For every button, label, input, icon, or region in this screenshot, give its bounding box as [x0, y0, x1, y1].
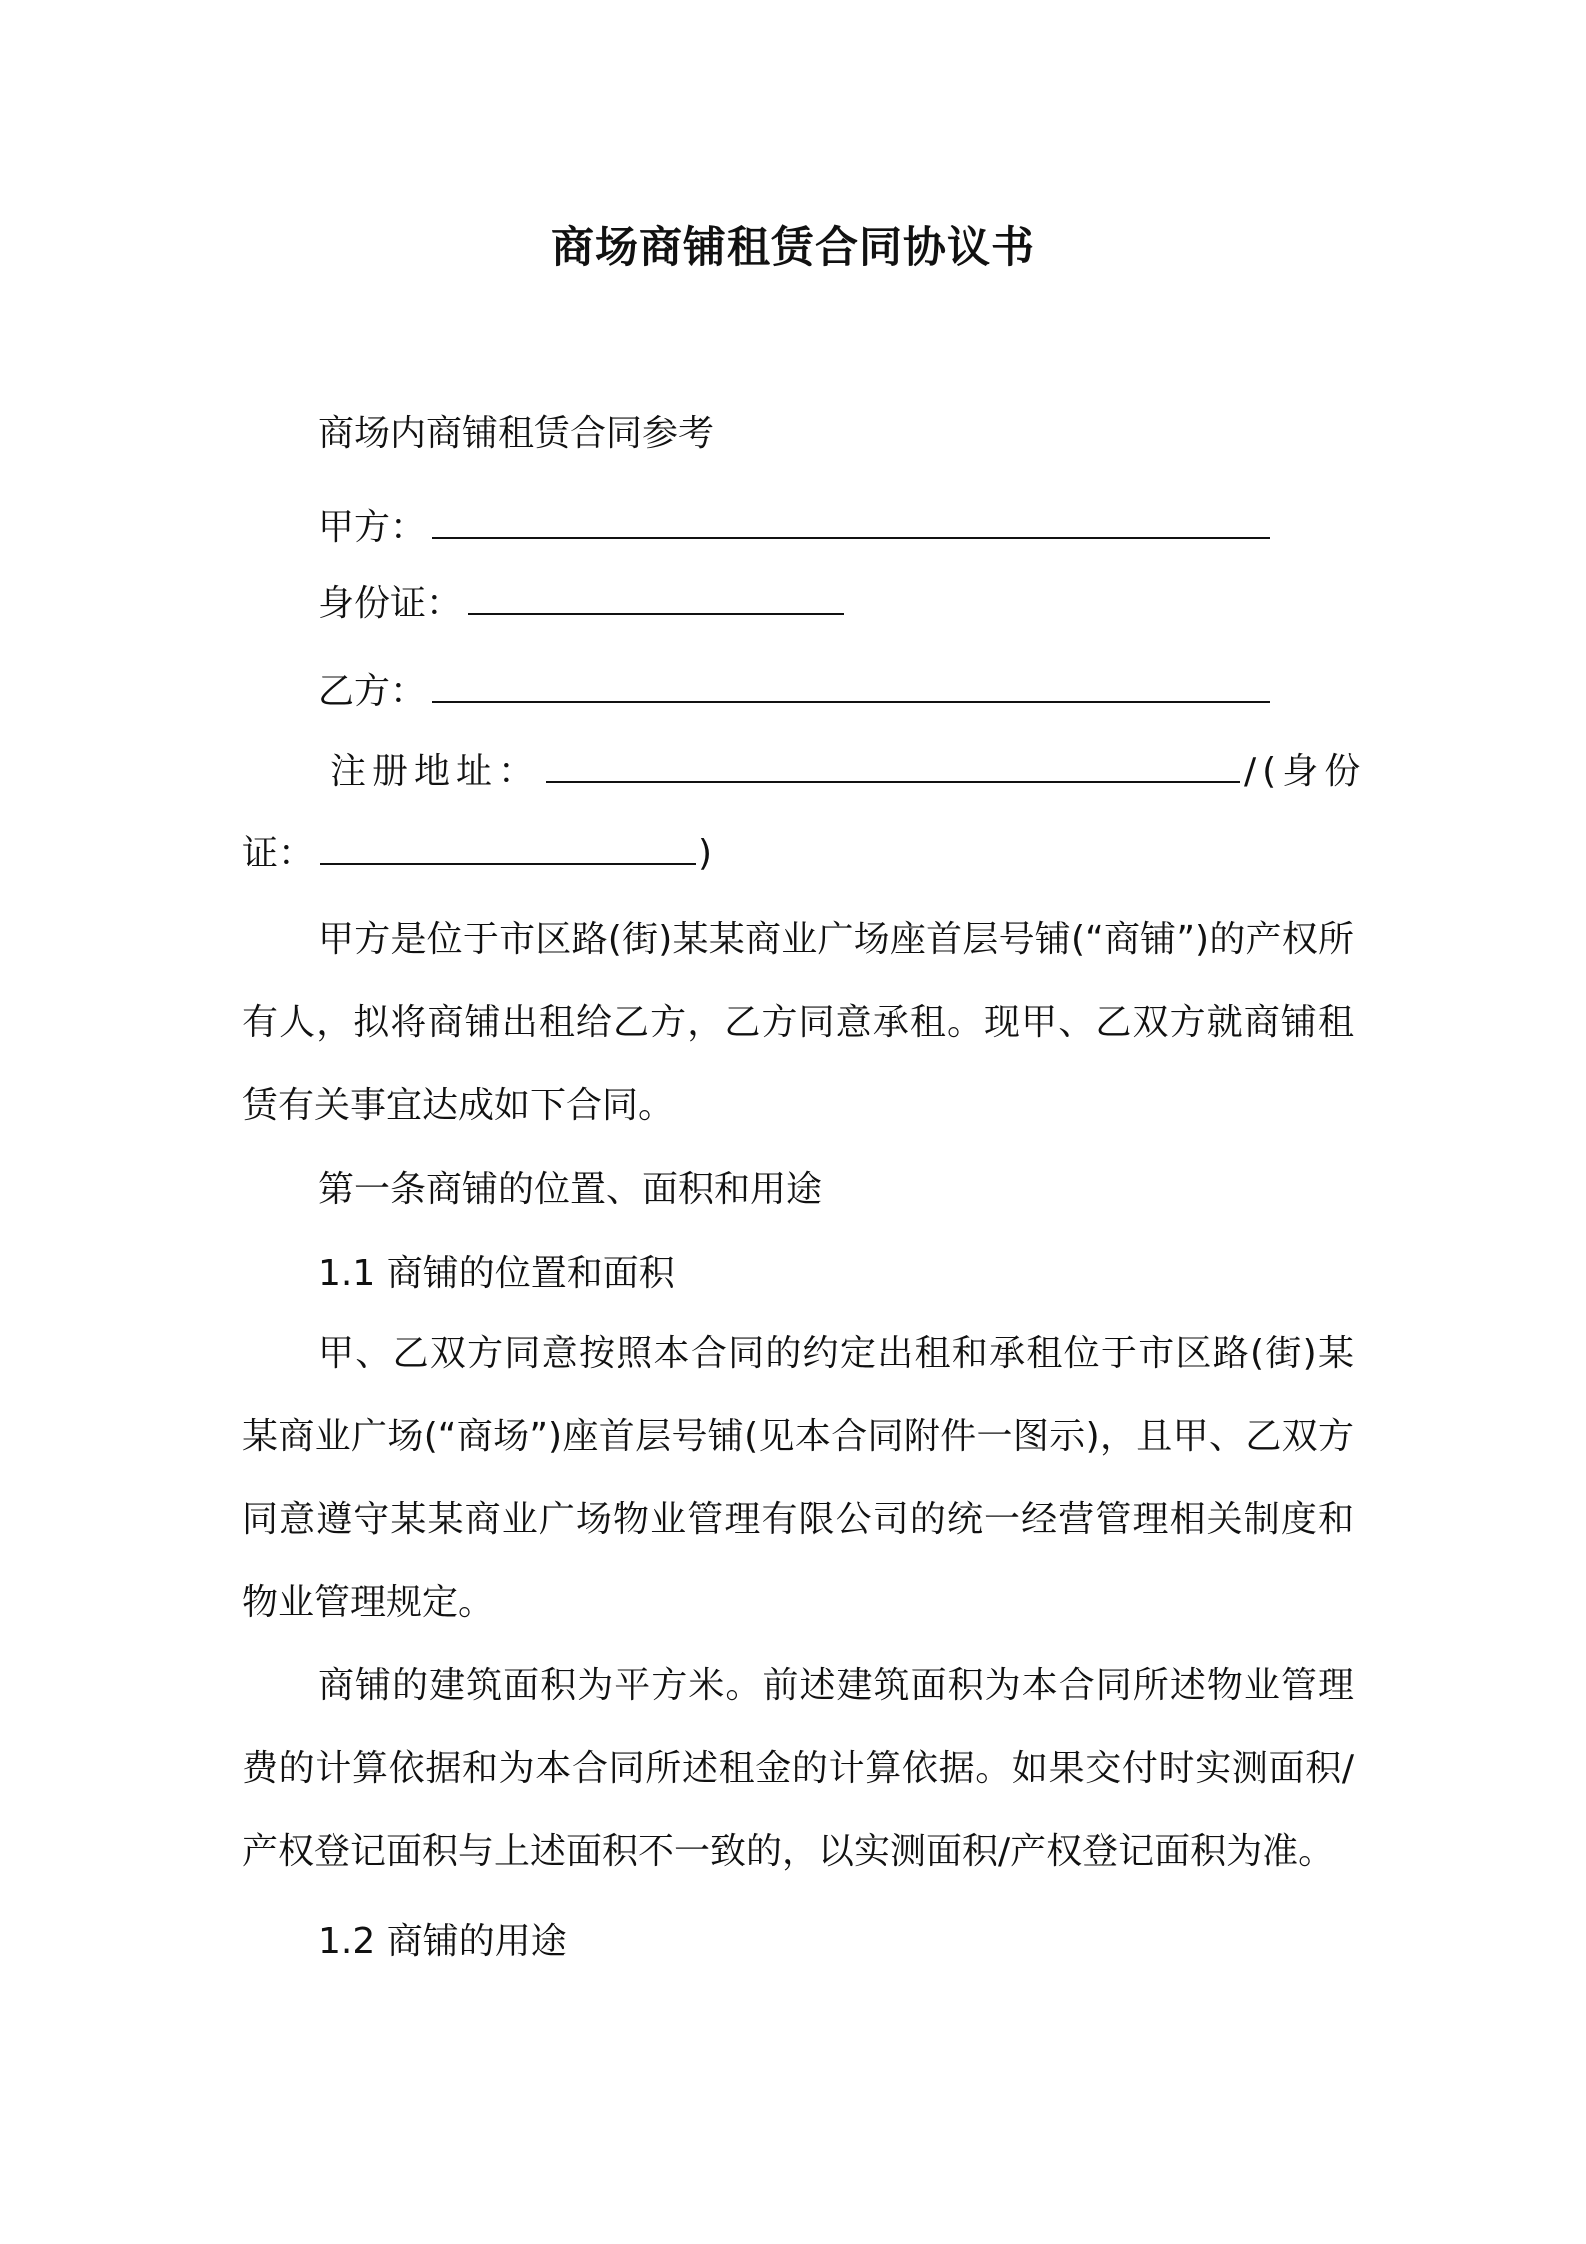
section-1-1-heading: 1.1 商铺的位置和面积 [318, 1253, 675, 1294]
id-card-cont-label: 证： [242, 833, 315, 874]
section-1-2-heading: 1.2 商铺的用途 [318, 1921, 567, 1962]
party-b-line [318, 668, 1270, 716]
party-a-line [318, 504, 1270, 552]
reg-address-blank [546, 749, 1240, 783]
section-1-1-paragraph-a: 甲、乙双方同意按照本合同的约定出租和承租位于市区路(街)某某商业广场(“商场”)座首层号铺(见本合同附件一图示)，且甲、乙双方同意遵守某某商业广场物业管理有限公司的统一经营管理相关制度和物业管理规定。 [242, 1333, 1354, 1623]
intro-paragraph: 甲方是位于市区路(街)某某商业广场座首层号铺(“商铺”)的产权所有人，拟将商铺出租给乙方，乙方同意承租。现甲、乙双方就商铺租赁有关事宜达成如下合同。 [242, 919, 1354, 1126]
party-b-blank [432, 669, 1270, 703]
article-1-heading: 第一条商铺的位置、面积和用途 [318, 1169, 823, 1210]
party-b-label: 乙方： [318, 671, 427, 712]
id-card-cont-line [242, 830, 712, 878]
id-card-blank [468, 581, 844, 615]
section-1-1-paragraph-b: 商铺的建筑面积为平方米。前述建筑面积为本合同所述物业管理费的计算依据和为本合同所述租金的计算依据。如果交付时实测面积/产权登记面积与上述面积不一致的，以实测面积/产权登记面积为准。 [242, 1665, 1354, 1872]
id-card-line [318, 580, 844, 628]
reg-address-label: 注册地址： [330, 751, 541, 792]
id-card-label: 身份证： [318, 583, 463, 624]
document-title: 商场商铺租赁合同协议书 [551, 223, 1035, 273]
id-card-cont-blank [320, 831, 696, 865]
reg-address-line [330, 748, 1366, 796]
reg-address-suffix: /(身份 [1244, 751, 1367, 792]
party-a-blank [432, 505, 1270, 539]
document-subtitle: 商场内商铺租赁合同参考 [318, 413, 715, 454]
id-card-cont-suffix: ) [698, 833, 713, 874]
party-a-label: 甲方： [318, 507, 427, 548]
